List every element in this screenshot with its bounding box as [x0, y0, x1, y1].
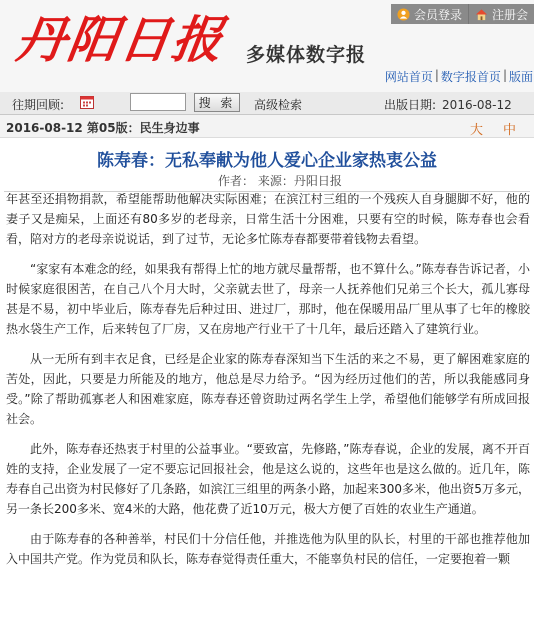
- nav-separator: |: [434, 68, 439, 82]
- article-paragraph: 从一无所有到丰衣足食，已经是企业家的陈寿春深知当下生活的来之不易，更了解困难家庭的苦处，因此，只要是力所能及的地方，他总是尽力给予。“因为经历过他们的苦，所以我能感同身受。”除了帮助孤寡老人和困难家庭，陈寿春还曾资助过两名学生上学，希望他们能够学有所成回报社会。: [6, 352, 530, 426]
- article-byline: 作者： 来源：丹阳日报: [218, 174, 342, 188]
- article-paragraph: 由于陈寿春的各种善举，村民们十分信任他，并推选他为队里的队长，村里的干部也推荐他加入中国共产党。作为党员和队长，陈寿春觉得责任重大，不能辜负村民的信任，一定要抱着一颗: [6, 532, 530, 566]
- home-icon: [475, 8, 488, 21]
- archive-label: 往期回顾:: [12, 98, 65, 112]
- archive-date-input[interactable]: [130, 93, 186, 111]
- nav-page-list[interactable]: 版面: [508, 70, 533, 84]
- search-button[interactable]: 搜 索: [194, 93, 240, 112]
- publication-date-value: 2016-08-12: [442, 98, 512, 112]
- member-login-label: 会员登录: [413, 7, 462, 22]
- advanced-search-link[interactable]: 高级检索: [254, 98, 303, 112]
- newspaper-logo[interactable]: 丹阳日报: [11, 10, 229, 69]
- article-body: [6, 193, 530, 637]
- article-paragraph: “家家有本难念的经，如果我有帮得上忙的地方就尽量帮帮，也不算什么。”陈寿春告诉记者，小时候家庭很困苦，在自己八个月大时，父亲就去世了，母亲一人抚养他们兄弟三个长大，孤儿寡母甚是不易，初中毕业后，陈寿春先后种过田、进过厂，那时，他在保暖用品厂里从事了七年的橡胶热水袋生产工作，后来转包了厂房，又在房地产行业干了十几年，最后还踏入了建筑行业。: [6, 262, 530, 336]
- masthead: [0, 0, 534, 93]
- breadcrumb: 2016-08-12 第05版：民生身边事: [6, 121, 200, 135]
- title-divider: [4, 191, 530, 192]
- archive-toolbar: [0, 92, 534, 115]
- font-size-large-button[interactable]: 大: [470, 123, 484, 138]
- header-nav: [384, 68, 534, 85]
- nav-separator: |: [502, 68, 507, 82]
- register-label: 注册会: [491, 7, 528, 22]
- member-login-link[interactable]: [391, 4, 468, 24]
- article-title: 陈寿春：无私奉献为他人爱心企业家热衷公益: [97, 151, 437, 171]
- font-size-medium-button[interactable]: 中: [503, 123, 517, 138]
- calendar-icon[interactable]: [80, 95, 94, 109]
- article-paragraph: 年甚至还捐物捐款，希望能帮助他解决实际困难；在滨江村三组的一个残疾人自身腿脚不好，他的妻子又是痴呆，上面还有80多岁的老母亲，日常生活十分困难，只要有空的时候，陈寿春也会看看，陪对方的老母亲说说话，到了过节，无论多忙陈寿春都要带着钱物去看望。: [6, 193, 530, 246]
- nav-epaper-home[interactable]: 数字报首页: [440, 70, 501, 84]
- publication-date: [384, 96, 512, 113]
- article-paragraph: 此外，陈寿春还热衷于村里的公益事业。“要致富，先修路，”陈寿春说，企业的发展，离不开百姓的支持，企业发展了一定不要忘记回报社会，他是这么说的，这些年也是这么做的。近几年，陈寿春自己出资为村民修好了几条路，如滨江三组里的两条小路，加起来300多米，他出资5万多元，另一条长200多米、宽4米的大路，他花费了近10万元，极大方便了百姓的农业生产通道。: [6, 442, 530, 516]
- masthead-subtitle: 多媒体数字报: [246, 44, 367, 66]
- register-link[interactable]: [468, 4, 534, 24]
- top-links: [391, 4, 534, 24]
- section-infobar: [0, 115, 534, 138]
- user-icon: [397, 8, 410, 21]
- publication-date-label: 出版日期:: [384, 98, 437, 112]
- nav-site-home[interactable]: 网站首页: [384, 70, 433, 84]
